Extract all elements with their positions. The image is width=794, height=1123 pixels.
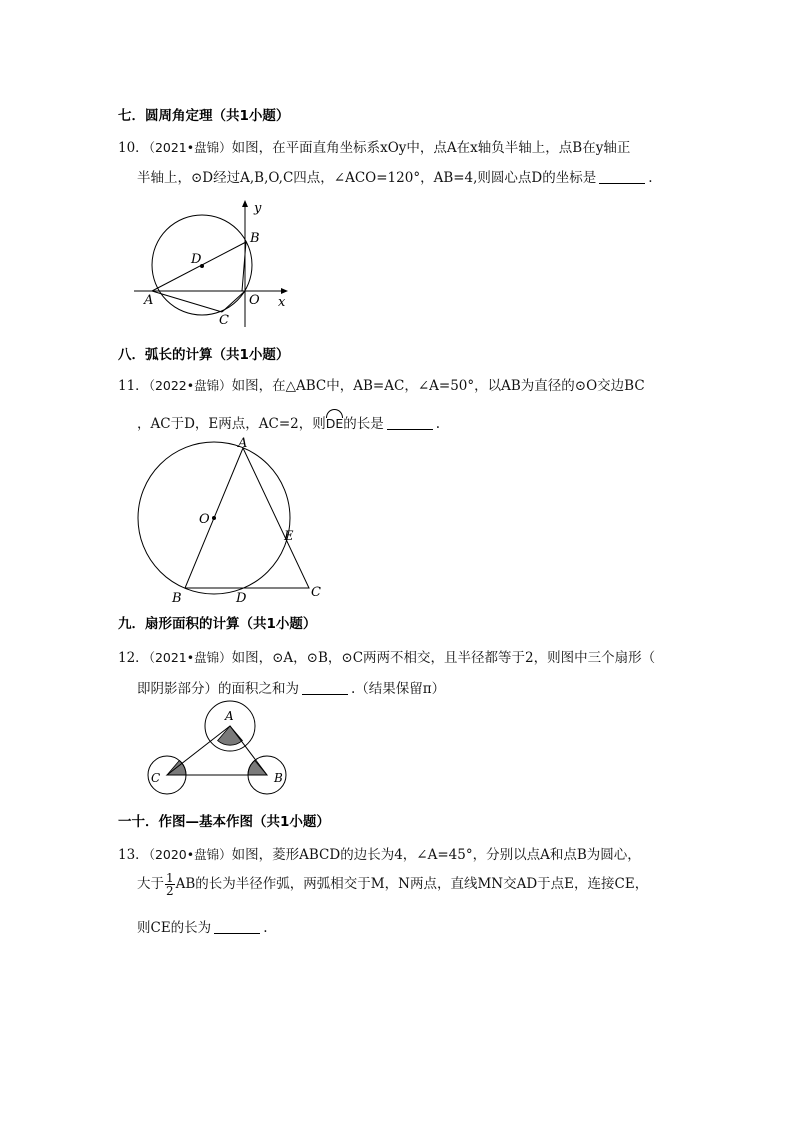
segment-ac bbox=[152, 291, 222, 312]
problem-text: 的长是 bbox=[343, 416, 384, 432]
problem-text: 如图，在△ABC中，AB=AC，∠A=50°，以AB为直径的⊙O交边BC bbox=[231, 378, 645, 394]
problem-10-line-2 bbox=[137, 166, 653, 186]
problem-13-line-1 bbox=[118, 843, 641, 863]
problem-text-end: . bbox=[263, 920, 268, 936]
fraction-numerator: 1 bbox=[166, 871, 174, 885]
problem-number: 10． bbox=[118, 140, 149, 156]
label-x: x bbox=[278, 295, 286, 310]
answer-blank bbox=[387, 417, 433, 430]
problem-text: AB的长为半径作弧，两弧相交于M，N两点，直线MN交AD于点E，连接CE， bbox=[175, 876, 649, 892]
figure-circle-coordinate bbox=[130, 192, 300, 332]
y-axis-arrow-icon bbox=[242, 200, 248, 207]
problem-11-line-1 bbox=[118, 374, 645, 394]
section-heading-8: 八．弧长的计算（共1小题） bbox=[118, 347, 290, 363]
figure-triangle-circle bbox=[130, 436, 330, 608]
label-d: D bbox=[236, 591, 247, 606]
fraction-denominator: 2 bbox=[166, 884, 174, 898]
answer-blank bbox=[599, 171, 645, 184]
arc-label: DE bbox=[325, 416, 344, 431]
sector-a bbox=[218, 726, 243, 745]
label-a: A bbox=[238, 436, 248, 451]
problem-text: 大于 bbox=[137, 876, 164, 892]
problem-number: 13． bbox=[118, 847, 149, 863]
segment-co bbox=[222, 291, 245, 312]
center-point-o bbox=[212, 516, 216, 520]
problem-text: 如图，在平面直角坐标系xOy中，点A在x轴负半轴上，点B在y轴正 bbox=[231, 140, 631, 156]
problem-12-line-2 bbox=[137, 677, 445, 697]
label-c: C bbox=[219, 313, 229, 328]
figure-three-sectors bbox=[138, 700, 298, 796]
section-heading-10: 一十．作图—基本作图（共1小题） bbox=[118, 814, 330, 830]
problem-number: 12． bbox=[118, 650, 149, 666]
problem-10-line-1 bbox=[118, 136, 630, 156]
label-c: C bbox=[311, 585, 321, 600]
label-a: A bbox=[144, 293, 154, 308]
problem-12-line-1 bbox=[118, 646, 655, 666]
x-axis-arrow-icon bbox=[281, 288, 288, 294]
label-b: B bbox=[250, 231, 260, 246]
problem-text-end: . bbox=[435, 416, 441, 432]
problem-text-end: .（结果保留π） bbox=[351, 681, 446, 697]
problem-text: 半轴上，⊙D经过A,B,O,C四点，∠ACO=120°，AB=4,则圆心点D的坐标是 bbox=[137, 170, 597, 186]
answer-blank bbox=[214, 921, 260, 934]
label-o: O bbox=[199, 512, 210, 527]
problem-source: （2021•盘锦） bbox=[148, 140, 232, 155]
section-heading-7: 七．圆周角定理（共1小题） bbox=[118, 108, 290, 124]
problem-text: ，AC于D，E两点，AC=2，则 bbox=[137, 416, 326, 432]
label-c: C bbox=[151, 771, 161, 785]
problem-text: 如图，⊙A，⊙B，⊙C两两不相交，且半径都等于2，则图中三个扇形（ bbox=[231, 650, 656, 666]
label-e: E bbox=[284, 529, 294, 544]
problem-text: 如图，菱形ABCD的边长为4，∠A=45°，分别以点A和点B为圆心， bbox=[231, 847, 641, 863]
problem-text-end: . bbox=[648, 170, 653, 186]
label-b: B bbox=[172, 591, 182, 606]
fraction-one-half bbox=[165, 872, 175, 897]
problem-number: 11． bbox=[118, 378, 149, 394]
problem-source: （2021•盘锦） bbox=[148, 650, 232, 665]
problem-source: （2022•盘锦） bbox=[148, 378, 232, 393]
problem-13-line-2 bbox=[137, 872, 648, 897]
label-d: D bbox=[191, 252, 202, 267]
problem-source: （2020•盘锦） bbox=[148, 847, 232, 862]
problem-text: 即阴影部分）的面积之和为 bbox=[137, 681, 299, 697]
arc-de-notation bbox=[326, 416, 344, 431]
label-y: y bbox=[254, 201, 262, 216]
problem-13-line-3 bbox=[137, 916, 267, 936]
label-o: O bbox=[249, 293, 260, 308]
problem-text: 则CE的长为 bbox=[137, 920, 212, 936]
section-heading-9: 九．扇形面积的计算（共1小题） bbox=[118, 616, 317, 632]
label-b: B bbox=[274, 771, 283, 785]
label-a: A bbox=[225, 709, 234, 723]
problem-11-line-2 bbox=[137, 412, 440, 432]
arc-mark-icon bbox=[326, 409, 344, 418]
answer-blank bbox=[302, 682, 348, 695]
